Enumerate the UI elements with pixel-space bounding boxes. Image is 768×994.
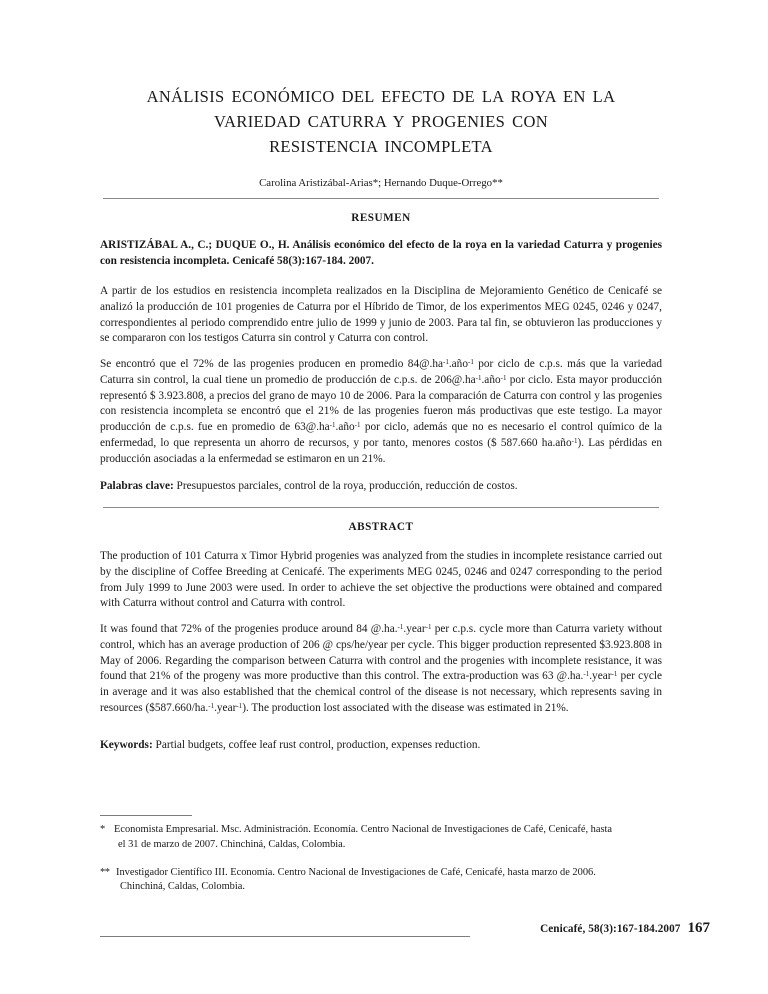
page-title bbox=[100, 84, 662, 159]
abstract-p2-seg-6: .year bbox=[214, 701, 237, 714]
footer-journal-citation: Cenicafé, 58(3):167-184.2007 bbox=[540, 923, 681, 935]
resumen-p2-sup-4: -1 bbox=[500, 373, 507, 382]
resumen-p2-sup-6: -1 bbox=[354, 421, 361, 430]
bibliographic-citation: ARISTIZÁBAL A., C.; DUQUE O., H. Análisis económico del efecto de la roya en la variedad Caturra y progenies con resistencia incompleta. Cenicafé 58(3):167-184. 2007. bbox=[100, 239, 662, 267]
abstract-p2-sup-2: -1 bbox=[425, 623, 432, 632]
abstract-p2-seg-4: .year bbox=[589, 670, 612, 683]
divider-above-abstract bbox=[103, 507, 659, 508]
resumen-p2-seg-5: por ciclo. Esta mayor producción representó $ 3.923.808, a precios del grano de mayo 10 de 2006. Para la comparación de Caturra con control y las progenies con resistencia incompleta se encontró que el 21% de las progenies fueron más productivas que este testigo. La mayor producción de c.p.s. fue en promedio de 63@.ha bbox=[100, 373, 662, 433]
title-block bbox=[100, 84, 662, 190]
footnotes-block bbox=[100, 823, 700, 895]
footnote-1-line-1: Economista Empresarial. Msc. Administración. Economía. Centro Nacional de Investigaciones de Café, Cenicafé, hasta bbox=[114, 824, 613, 835]
palabras-clave-value: Presupuestos parciales, control de la roya, producción, reducción de costos. bbox=[173, 480, 518, 492]
resumen-p2-seg-6: .año bbox=[335, 421, 355, 433]
footnote-1 bbox=[100, 823, 700, 853]
resumen-p2-sup-5: -1 bbox=[329, 421, 336, 430]
footnote-2-marker: ** bbox=[100, 866, 110, 878]
abstract-p2-sup-6: -1 bbox=[236, 701, 243, 710]
abstract-p2-seg-3: per c.p.s. cycle more than Caturra variety without control, which has an average production of 206 @ cps/he/year per cycle. This bigger production represented $3.923.808 in May of 2006. Regarding the comparison between Caturra with control and the progenies with incomplete resistance, it was found that 21% of the progeny was more productive than this control. The extra-production was 63 @.ha. bbox=[100, 623, 662, 683]
page-footer bbox=[540, 919, 710, 937]
abstract-p2-seg-2: .year bbox=[403, 623, 426, 635]
footer-page-number: 167 bbox=[687, 920, 710, 936]
resumen-p2-seg-8: ). Las pérdidas en producción asociadas a la enfermedad se estimaron en un 21%. bbox=[100, 436, 662, 465]
abstract-p2-sup-3: -1 bbox=[583, 670, 590, 679]
abstract-p2-sup-4: -1 bbox=[611, 670, 618, 679]
resumen-p2-sup-7: -1 bbox=[571, 436, 578, 445]
resumen-p2-seg-1: Se encontró que el 72% de las progenies producen en promedio 84@.ha bbox=[100, 358, 443, 370]
heading-resumen: RESUMEN bbox=[351, 212, 411, 224]
footnote-2-line-2: Chinchiná, Caldas, Colombia. bbox=[120, 881, 245, 893]
footnote-separator bbox=[100, 815, 192, 816]
title-line-1: ANÁLISIS ECONÓMICO DEL EFECTO DE LA ROYA EN LA bbox=[146, 87, 616, 106]
footnote-2 bbox=[100, 866, 700, 896]
author-list: Carolina Aristizábal-Arias*; Hernando Duque-Orrego** bbox=[259, 177, 503, 190]
resumen-paragraph-1: A partir de los estudios en resistencia incompleta realizados en la Disciplina de Mejoramiento Genético de Cenicafé se analizó la producción de 101 progenies de Caturra por el Híbrido de Timor, de los experimentos MEG 0245, 0246 y 0247, correspondientes al periodo comprendido entre julio de 1999 y junio de 2003. Para tal fin, se obtuvieron las producciones y se compararon con los testigos Caturra sin control y Caturra con control. bbox=[100, 285, 662, 345]
title-line-3: RESISTENCIA INCOMPLETA bbox=[269, 137, 493, 157]
keywords-label: Keywords: bbox=[100, 739, 153, 751]
abstract-paragraph-1: The production of 101 Caturra x Timor Hybrid progenies was analyzed from the studies in incomplete resistance carried out by the discipline of Coffee Breeding at Cenicafé. The experiments MEG 0245, 0246 and 0247 corresponding to the period from July 1999 to June 2003 were used. In order to achieve the set objective the productions were obtained and compared with Caturra without control and Caturra with control. bbox=[100, 550, 662, 610]
keywords-value: Partial budgets, coffee leaf rust control, production, expenses reduction. bbox=[152, 739, 481, 751]
footnote-1-marker: * bbox=[100, 824, 106, 835]
heading-abstract: ABSTRACT bbox=[348, 521, 414, 533]
divider-above-resumen bbox=[103, 198, 659, 199]
abstract-paragraph-2 bbox=[100, 622, 662, 717]
abstract-p2-seg-7: ). The production lost associated with the disease was estimated in 21%. bbox=[242, 701, 569, 714]
resumen-p2-sup-1: -1 bbox=[443, 358, 449, 367]
keywords-line bbox=[100, 738, 662, 754]
abstract-p2-seg-1: It was found that 72% of the progenies produce around 84 @.ha. bbox=[100, 623, 398, 635]
palabras-clave-label: Palabras clave: bbox=[100, 480, 174, 492]
footnote-2-line-1: Investigador Científico III. Economía. Centro Nacional de Investigaciones de Café, Cenicafé, hasta marzo de 2006. bbox=[116, 866, 596, 878]
palabras-clave-line bbox=[100, 479, 662, 495]
resumen-p2-sup-2: -1 bbox=[467, 358, 474, 367]
resumen-paragraph-2 bbox=[100, 357, 662, 467]
resumen-p2-seg-2: .año bbox=[448, 358, 468, 370]
footnote-2-text bbox=[116, 866, 700, 896]
abstract-p2-sup-5: -1 bbox=[208, 701, 215, 710]
abstract-p2-sup-1: -1 bbox=[397, 623, 404, 632]
footer-divider bbox=[100, 936, 470, 937]
title-line-2: VARIEDAD CATURRA Y PROGENIES CON bbox=[213, 112, 549, 132]
abstract-p2-seg-5: per cycle in average and it was also established that the chemical control of the disease is not necessary, which represents saving in resources ($587.660/ha. bbox=[100, 670, 663, 714]
resumen-p2-seg-7: por ciclo, además que no es necesario el control químico de la enfermedad, lo que representa un ahorro de recursos, y por tanto, menores costos ($ 587.660 ha.año bbox=[100, 421, 663, 449]
resumen-p2-seg-3: por ciclo de c.p.s. más que la variedad Caturra sin control, la cual tiene un promedio de producción de c.p.s. de 206@.ha bbox=[100, 358, 662, 386]
resumen-p2-sup-3: -1 bbox=[475, 373, 482, 382]
footnote-1-line-2: el 31 de marzo de 2007. Chinchiná, Caldas, Colombia. bbox=[118, 838, 346, 850]
resumen-p2-seg-4: .año bbox=[481, 373, 501, 386]
footnote-1-text bbox=[114, 823, 700, 853]
